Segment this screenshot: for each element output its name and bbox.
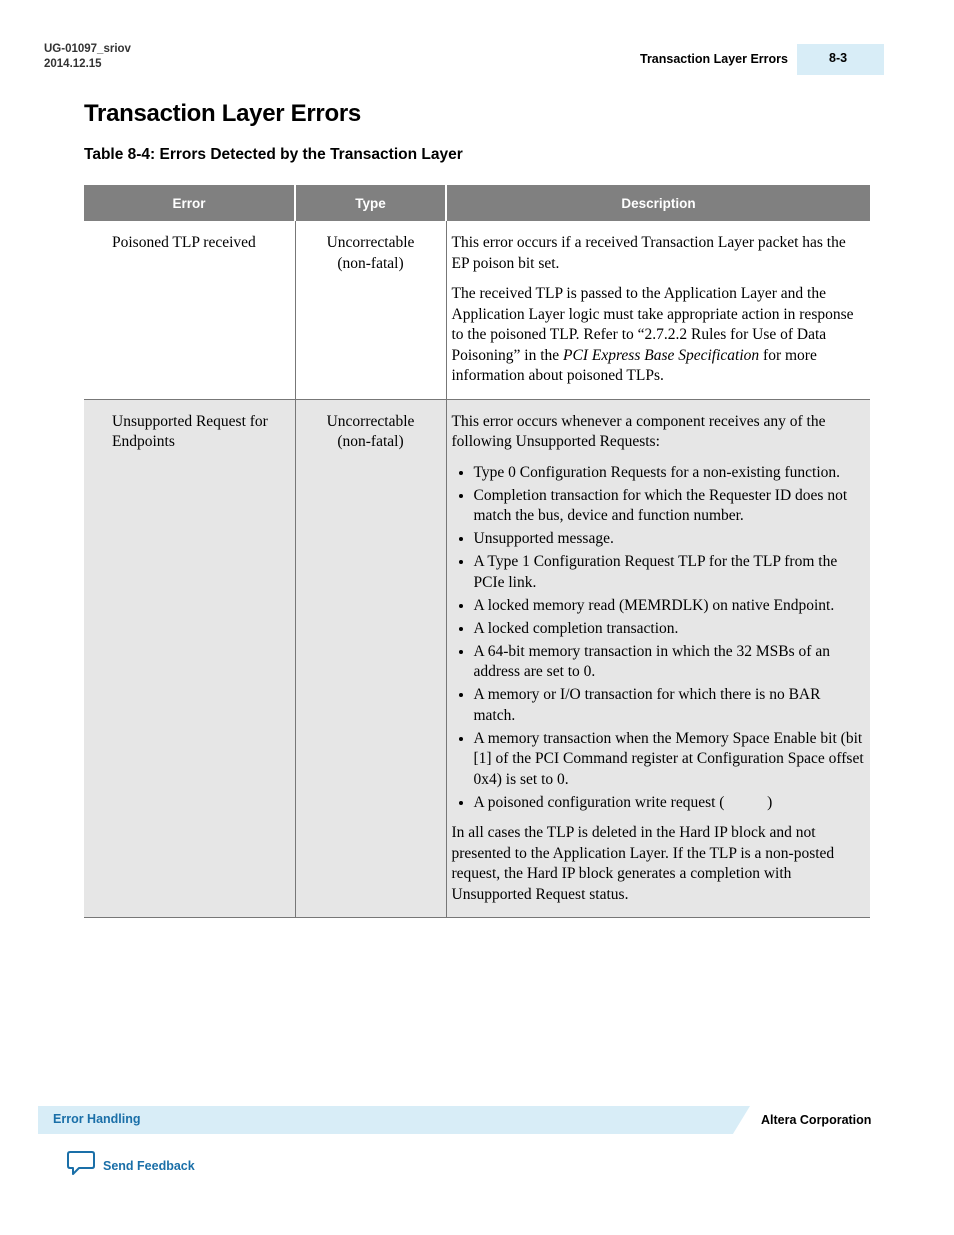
table-header-row (84, 185, 870, 221)
speech-bubble-icon (66, 1150, 96, 1181)
footer-band (38, 1106, 750, 1134)
list-item: • A locked completion transaction. (474, 619, 866, 640)
list-item: • A Type 1 Configuration Request TLP for the TLP from the PCIe link. (474, 552, 866, 593)
table-row (84, 399, 870, 918)
error-cell: Poisoned TLP received (84, 221, 295, 399)
unsupported-request-list (452, 463, 866, 814)
description-paragraph: In all cases the TLP is deleted in the Hard IP block and not presented to the Application Layer. If the TLP is a non-posted request, the Hard IP block generates a completion with Unsupported Request status. (451, 824, 835, 903)
table-caption: Table 8-4: Errors Detected by the Transaction Layer (84, 146, 463, 163)
errors-table (84, 185, 870, 918)
description-cell (446, 399, 870, 918)
spec-reference: PCI Express Base Specification (563, 346, 760, 364)
list-item: • A memory or I/O transaction for which there is no BAR match. (474, 685, 866, 726)
description-text: The received TLP is passed to the Application Layer and the Application Layer logic must take appropriate action in response to the poisoned TLP. Refer to “2.7.2.2 Rules for Use of Data Poisoning” in the (451, 285, 854, 364)
description-cell (446, 221, 870, 399)
document-id (44, 42, 131, 72)
type-line: (non-fatal) (337, 254, 404, 272)
send-feedback-link[interactable] (66, 1150, 195, 1181)
type-cell (295, 399, 446, 918)
list-item: • A poisoned configuration write request ( ) (474, 793, 866, 814)
doc-number: UG-01097_sriov (44, 43, 131, 55)
list-item: • A 64-bit memory transaction in which the 32 MSBs of an address are set to 0. (474, 642, 866, 683)
table-row (84, 221, 870, 399)
section-title: Transaction Layer Errors (84, 100, 361, 127)
doc-date: 2014.12.15 (44, 58, 102, 70)
list-item: • A locked memory read (MEMRDLK) on native Endpoint. (474, 596, 866, 617)
column-header-type: Type (295, 185, 446, 221)
type-cell (295, 221, 446, 399)
description-paragraph: This error occurs if a received Transaction Layer packet has the EP poison bit set. (451, 234, 846, 272)
page-number: 8-3 (829, 51, 848, 65)
description-text: for more information about poisoned TLPs. (451, 346, 817, 384)
list-item: • Unsupported message. (474, 529, 866, 550)
chapter-name: Error Handling (53, 1112, 141, 1126)
type-line: Uncorrectable (326, 234, 415, 251)
send-feedback-label: Send Feedback (103, 1158, 195, 1173)
type-line: Uncorrectable (326, 412, 415, 430)
company-name: Altera Corporation (761, 1113, 872, 1127)
running-header-title: Transaction Layer Errors (640, 52, 788, 66)
list-item: • Completion transaction for which the Requester ID does not match the bus, device and function number. (474, 486, 866, 527)
column-header-error: Error (84, 185, 295, 221)
list-item: • Type 0 Configuration Requests for a non-existing function. (474, 463, 866, 484)
type-line: (non-fatal) (337, 433, 404, 450)
error-cell: Unsupported Request for Endpoints (84, 399, 295, 918)
description-paragraph: This error occurs whenever a component receives any of the following Unsupported Requests: (451, 412, 826, 450)
column-header-description: Description (446, 185, 870, 221)
description-paragraph (452, 284, 866, 387)
list-item: • A memory transaction when the Memory Space Enable bit (bit [1] of the PCI Command register at Configuration Space offset 0x4) is set to 0. (474, 729, 866, 791)
